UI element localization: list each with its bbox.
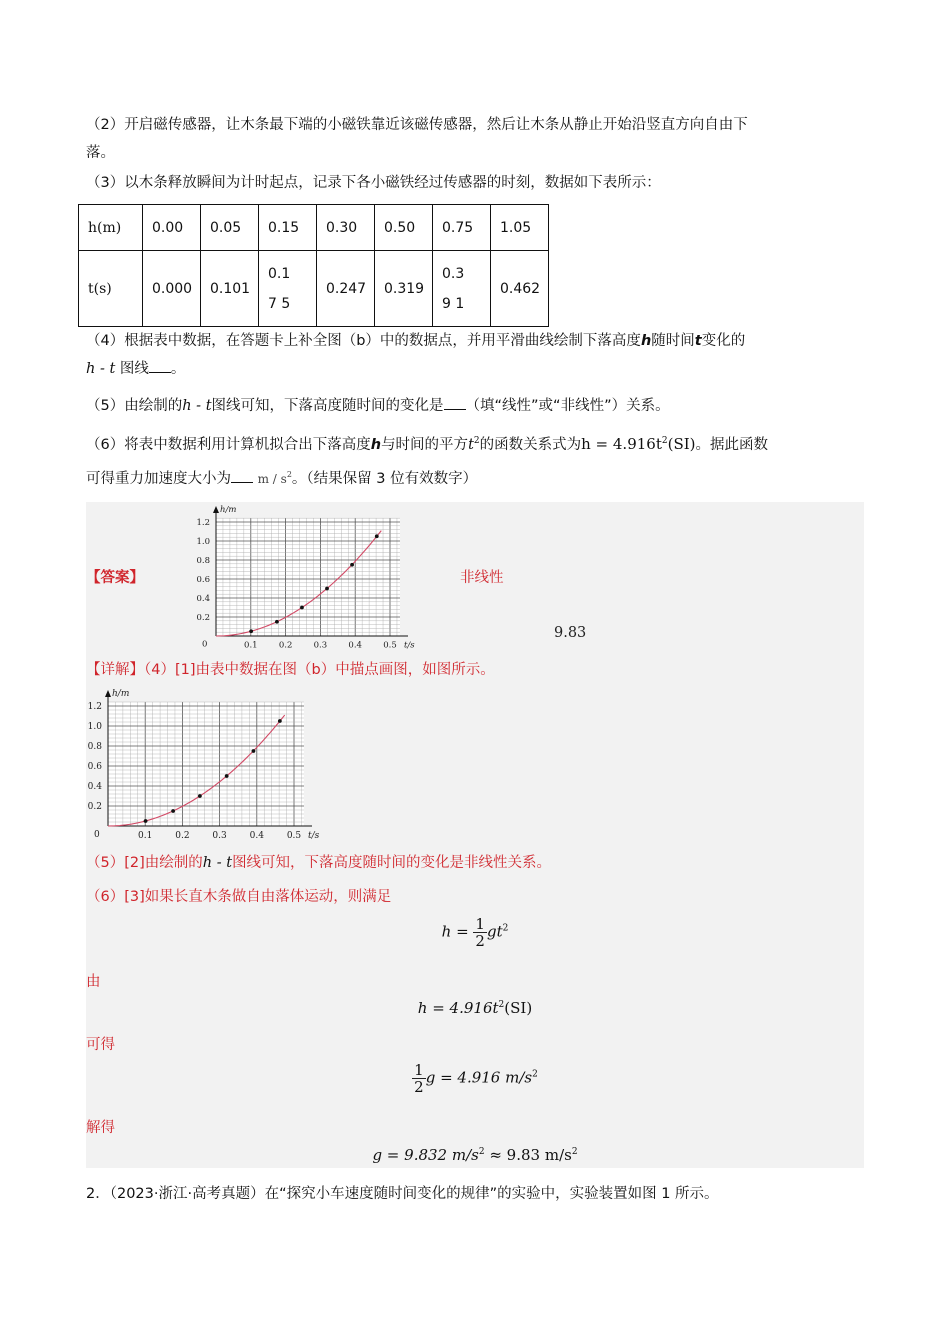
y-tick-label: 1.2 — [196, 517, 210, 528]
x-tick-label: 0.5 — [383, 640, 397, 651]
exponent: 2 — [502, 923, 509, 934]
table-cell: 0.319 — [375, 251, 433, 327]
answer-3: 9.83 — [554, 625, 587, 641]
equation-3 — [86, 1062, 864, 1095]
p6-text-e: 可得重力加速度大小为 — [86, 470, 231, 487]
grid-background — [108, 702, 304, 826]
symbol-h-t: h - t — [182, 398, 212, 414]
paragraph-2-line1: （2）开启磁传感器，让木条最下端的小磁铁靠近该磁传感器，然后让木条从静止开始沿竖直方向自由下 — [86, 117, 748, 133]
exponent: 2 — [473, 436, 480, 447]
paragraph-2 — [86, 114, 866, 164]
p4-text-d: 图线 — [119, 361, 149, 377]
blank-answer-2[interactable] — [444, 395, 466, 410]
data-point — [171, 809, 175, 813]
x-tick-label: 0.5 — [286, 831, 302, 841]
data-point — [249, 629, 253, 633]
x-tick-label: 0.2 — [278, 640, 293, 651]
symbol-h-t: h - t — [86, 361, 116, 377]
table-cell: 1.05 — [491, 205, 549, 251]
fraction-den: 2 — [414, 1078, 424, 1096]
table-cell: 0.101 — [201, 251, 259, 327]
exponent: 2 — [571, 1147, 578, 1157]
answer-chart — [194, 502, 418, 651]
exponent: 2 — [661, 436, 668, 446]
eq2-text: h = 4.916t — [417, 999, 499, 1017]
eq1-rhs: gt — [486, 922, 503, 941]
symbol-t: t — [694, 333, 702, 349]
y-axis-arrow — [213, 506, 219, 513]
table-cell: 0.75 — [433, 205, 491, 251]
symbol-h: h — [640, 333, 652, 349]
table-cell-text: 0.39 1 — [442, 265, 465, 312]
y-tick-label: 1.2 — [87, 702, 102, 712]
eq4-mid: ≈ 9.83 m/s — [484, 1146, 572, 1164]
y-tick-label: 0.2 — [87, 802, 102, 812]
x-tick-label: 0.4 — [348, 640, 362, 651]
p6-text-f: 。（结果保留 3 位有效数字） — [291, 470, 478, 487]
x-axis-label: t/s — [308, 831, 320, 841]
data-point — [198, 794, 202, 798]
data-point — [225, 774, 229, 778]
x-tick-label: 0.4 — [249, 831, 264, 841]
table-cell: 0.50 — [375, 205, 433, 251]
equation-4 — [86, 1146, 864, 1164]
table-cell: 0.05 — [201, 205, 259, 251]
detail-6: （6）[3]如果长直木条做自由落体运动，则满足 — [86, 889, 392, 905]
formula-tail: (SI) — [667, 435, 696, 453]
equation-2 — [86, 999, 864, 1017]
x-tick-label: 0.1 — [138, 831, 153, 841]
p6-text-d: 。据此函数 — [695, 437, 769, 453]
origin-label: 0 — [94, 830, 100, 840]
unit: m / s — [257, 471, 287, 486]
blank-answer-1[interactable] — [149, 358, 171, 373]
y-tick-label: 0.8 — [87, 742, 102, 752]
fraction-num: 1 — [414, 1061, 424, 1079]
p6-text-a: （6）将表中数据利用计算机拟合出下落高度 — [86, 437, 371, 453]
y-tick-label: 0.6 — [196, 574, 210, 585]
paragraph-3: （3）以木条释放瞬间为计时起点，记录下各小磁铁经过传感器的时刻，数据如下表所示： — [86, 175, 661, 191]
p4-text-b: 随时间 — [651, 333, 695, 349]
table-cell: 0.462 — [491, 251, 549, 327]
blank-answer-3[interactable] — [231, 468, 253, 483]
x-tick-label: 0.2 — [175, 831, 190, 841]
y-tick-label: 0.8 — [196, 555, 210, 566]
detail-4: 【详解】（4）[1]由表中数据在图（b）中描点画图，如图所示。 — [86, 662, 495, 678]
p4-text-e: 。 — [170, 361, 186, 377]
fraction — [412, 1062, 426, 1095]
p5-text-b: 图线可知，下落高度随时间的变化是 — [211, 398, 444, 414]
detail-5-text-b: 图线可知，下落高度随时间的变化是非线性关系。 — [232, 855, 552, 871]
y-tick-label: 0.2 — [196, 612, 210, 623]
fraction — [473, 916, 487, 949]
equation-1 — [86, 916, 864, 949]
x-axis-label: t/s — [404, 640, 415, 651]
table-cell: 0.247 — [317, 251, 375, 327]
exponent: 2 — [478, 1147, 485, 1157]
fraction-num: 1 — [475, 915, 485, 933]
symbol-t-squared: t — [468, 437, 474, 453]
p5-text-c: （填“线性”或“非线性”）关系。 — [465, 398, 670, 414]
y-axis-arrow — [105, 690, 111, 697]
data-point — [144, 819, 148, 823]
x-tick-label: 0.1 — [244, 640, 258, 651]
data-point — [350, 563, 354, 567]
eq2-tail: (SI) — [504, 999, 533, 1017]
data-point — [278, 719, 282, 723]
x-tick-label: 0.3 — [212, 831, 227, 841]
table-cell — [433, 251, 491, 327]
text-by: 由 — [86, 974, 101, 990]
data-table — [78, 204, 549, 327]
detail-5-text-a: （5）[2]由绘制的 — [86, 855, 203, 871]
p4-text-a: （4）根据表中数据，在答题卡上补全图（b）中的数据点，并用平滑曲线绘制下落高度 — [86, 333, 641, 349]
y-axis-label: h/m — [112, 689, 130, 699]
table-cell: 0.000 — [143, 251, 201, 327]
data-point — [275, 620, 279, 624]
table-cell — [259, 251, 317, 327]
p4-text-c: 变化的 — [701, 333, 746, 349]
data-point — [252, 749, 256, 753]
formula — [581, 435, 695, 453]
exponent: 2 — [532, 1069, 538, 1080]
p5-text-a: （5）由绘制的 — [86, 398, 183, 414]
text-solve: 解得 — [86, 1120, 115, 1136]
origin-label: 0 — [202, 639, 208, 650]
data-point — [325, 587, 329, 591]
y-tick-label: 0.6 — [87, 762, 102, 772]
symbol-h: h — [370, 437, 382, 453]
fraction-den: 2 — [475, 932, 485, 950]
exponent: 2 — [498, 1000, 505, 1010]
exponent: 2 — [286, 470, 292, 479]
y-tick-label: 0.4 — [87, 782, 102, 792]
data-point — [375, 534, 379, 538]
grid-background — [216, 518, 400, 636]
formula-text: h = 4.916t — [581, 435, 662, 453]
table-cell: 0.15 — [259, 205, 317, 251]
eq1-lhs: h = — [441, 922, 469, 941]
y-tick-label: 1.0 — [196, 536, 210, 547]
table-cell: 0.00 — [143, 205, 201, 251]
paragraph-5 — [86, 395, 866, 417]
table-head-h: h(m) — [79, 205, 143, 251]
detail-5 — [86, 851, 551, 872]
paragraph-6 — [86, 430, 866, 490]
table-cell-text: 0.17 5 — [268, 265, 291, 312]
eq4-text: g = 9.832 m/s — [372, 1146, 479, 1164]
x-tick-label: 0.3 — [313, 640, 328, 651]
detail-chart — [86, 686, 326, 841]
table-head-t: t(s) — [79, 251, 143, 327]
y-tick-label: 0.4 — [196, 593, 210, 604]
table-row — [79, 251, 549, 327]
answer-label: 【答案】 — [86, 570, 144, 586]
question-2: 2．（2023·浙江·高考真题）在“探究小车速度随时间变化的规律”的实验中，实验装置如图 1 所示。 — [86, 1186, 719, 1202]
symbol-h-t: h - t — [202, 855, 233, 871]
table-cell: 0.30 — [317, 205, 375, 251]
y-axis-label: h/m — [220, 505, 237, 515]
paragraph-4 — [86, 330, 866, 380]
table-row — [79, 205, 549, 251]
y-tick-label: 1.0 — [87, 722, 102, 732]
eq3-rhs: g = 4.916 m/s — [425, 1068, 533, 1087]
data-point — [300, 606, 304, 610]
p6-text-c: 的函数关系式为 — [479, 437, 582, 453]
answer-2: 非线性 — [460, 570, 504, 586]
paragraph-2-line2: 落。 — [86, 145, 115, 161]
p6-text-b: 与时间的平方 — [381, 437, 469, 453]
text-get: 可得 — [86, 1037, 115, 1053]
